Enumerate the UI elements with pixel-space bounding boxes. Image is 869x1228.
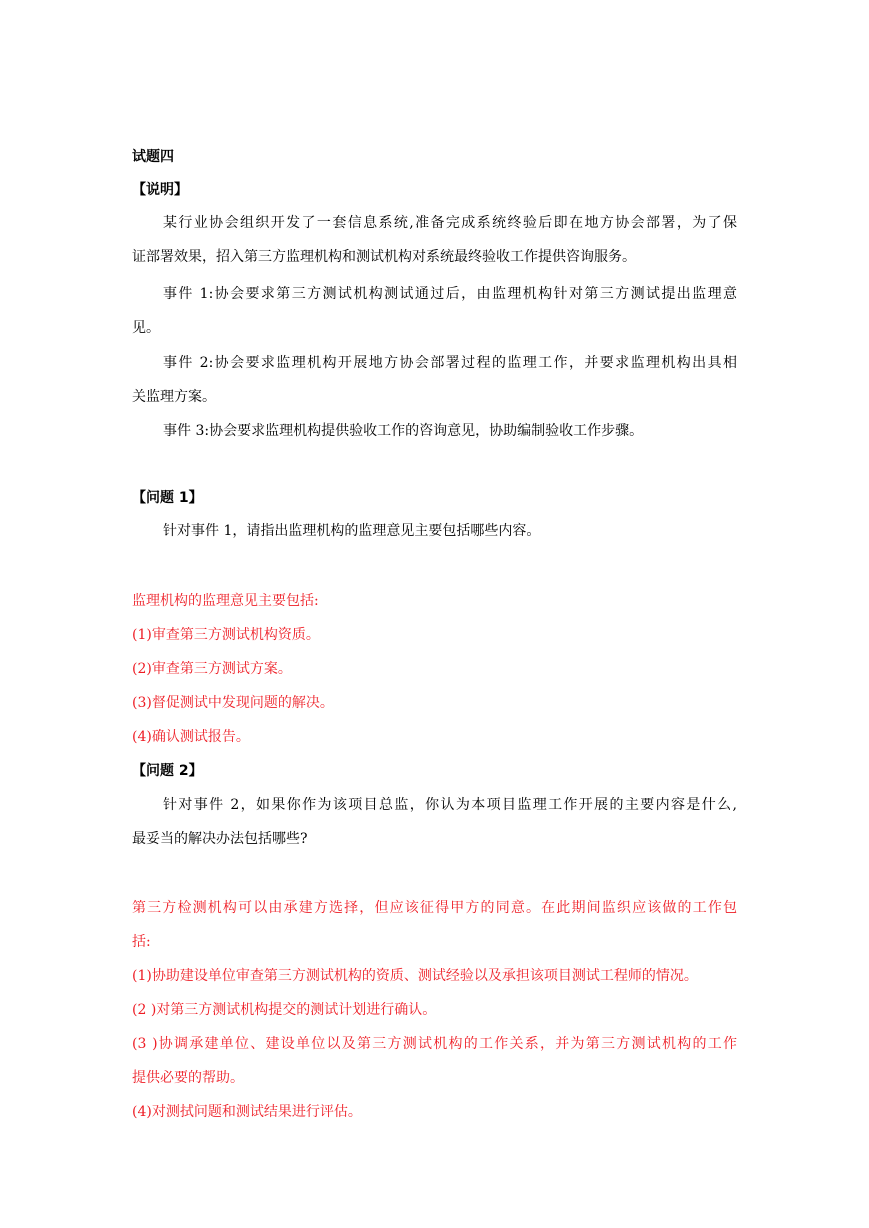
answer-1-item: (1)审查第三方测试机构资质。 (132, 627, 320, 643)
question-2-heading: 【问题 2】 (132, 763, 203, 779)
answer-1-item: (4)确认测试报告。 (132, 729, 250, 745)
event-1: 见。 (132, 320, 160, 336)
question-2-text: 最妥当的解决办法包括哪些? (132, 831, 308, 847)
description-heading: 【说明】 (132, 182, 188, 198)
answer-2-intro: 括: (132, 934, 151, 950)
event-1: 事件 1:协会要求第三方测试机构测试通过后，由监理机构针对第三方测试提出监理意 (163, 286, 737, 302)
answer-1-intro: 监理机构的监理意见主要包括: (132, 593, 319, 609)
answer-2-item: (1)协助建设单位审查第三方测试机构的资质、测试经验以及承担该项目测试工程师的情况。 (132, 968, 698, 984)
event-2: 关监理方案。 (132, 389, 216, 405)
question-2-text: 针对事件 2，如果你作为该项目总监，你认为本项目监理工作开展的主要内容是什么, (163, 797, 737, 813)
description-paragraph: 证部署效果，招入第三方监理机构和测试机构对系统最终验收工作提供咨询服务。 (132, 249, 636, 265)
answer-1-item: (2)审查第三方测试方案。 (132, 661, 292, 677)
description-paragraph: 某行业协会组织开发了一套信息系统,准备完成系统终验后即在地方协会部署，为了保 (163, 215, 737, 231)
answer-2-item: (2 )对第三方测试机构提交的测试计划进行确认。 (132, 1002, 437, 1018)
event-3: 事件 3:协会要求监理机构提供验收工作的咨询意见，协助编制验收工作步骤。 (163, 423, 644, 439)
answer-2-item: (4)对测拭问题和测试结果进行评估。 (132, 1104, 362, 1120)
answer-1-item: (3)督促测试中发现问题的解决。 (132, 695, 334, 711)
question-1-heading: 【问题 1】 (132, 490, 203, 506)
page-title: 试题四 (132, 149, 174, 165)
answer-2-item: 提供必要的帮助。 (132, 1070, 244, 1086)
answer-2-intro: 第三方检测机构可以由承建方选择，但应该征得甲方的同意。在此期间监织应该做的工作包 (132, 900, 737, 916)
question-1-text: 针对事件 1，请指出监理机构的监理意见主要包括哪些内容。 (163, 523, 541, 539)
answer-2-item: (3 )协调承建单位、建设单位以及第三方测试机构的工作关系，并为第三方测试机构的工作 (132, 1036, 737, 1052)
event-2: 事件 2:协会要求监理机构开展地方协会部署过程的监理工作，并要求监理机构出具相 (163, 355, 737, 371)
